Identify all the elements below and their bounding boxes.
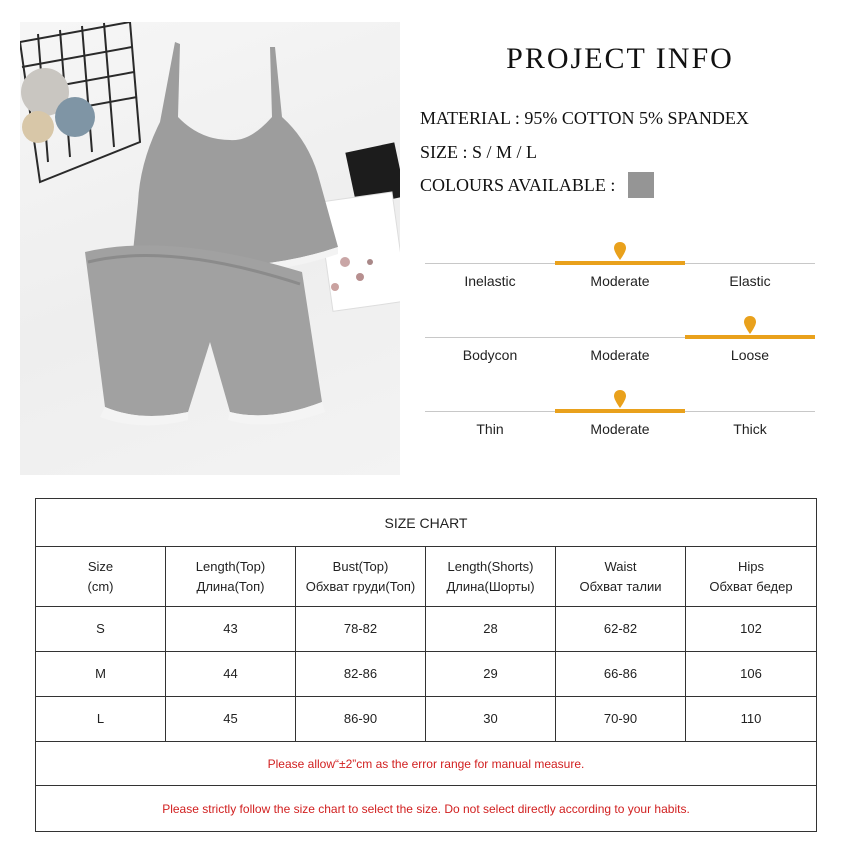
size-chart-table: [35, 498, 817, 832]
table-cell: 45: [166, 697, 296, 742]
marker-pin-icon: [613, 390, 627, 408]
scale-label-moderate: Moderate: [590, 347, 650, 363]
table-cell-size: S: [36, 607, 166, 652]
table-cell: 66-86: [556, 652, 686, 697]
material-line: MATERIAL : 95% COTTON 5% SPANDEX: [420, 108, 749, 128]
scale-highlight: [555, 261, 685, 265]
scale-label-loose: Loose: [730, 347, 770, 363]
size-line: SIZE : S / M / L: [420, 142, 538, 162]
scale-label-moderate: Moderate: [590, 273, 650, 289]
header-sublabel: Обхват груди(Топ): [305, 578, 416, 594]
table-cell: 70-90: [556, 697, 686, 742]
elasticity-scale: [425, 263, 815, 307]
header-cell-hips: [686, 547, 816, 607]
header-cell-length-shorts: [426, 547, 556, 607]
size-chart-title: SIZE CHART: [36, 499, 816, 547]
colour-swatch-grey: [628, 172, 654, 198]
size-selection-note: Please strictly follow the size chart to select the size. Do not select directly according to your habits.: [162, 801, 690, 816]
header-cell-waist: [556, 547, 686, 607]
header-sublabel: (cm): [87, 578, 114, 594]
header-sublabel: Обхват талии: [579, 578, 662, 594]
table-cell: 28: [426, 607, 556, 652]
colours-line: [420, 174, 654, 200]
fit-scale: [425, 337, 815, 381]
header-label: Length(Shorts): [447, 558, 534, 574]
scale-highlight: [685, 335, 815, 339]
table-cell: 106: [686, 652, 816, 697]
header-sublabel: Длина(Топ): [196, 578, 265, 594]
scale-highlight: [555, 409, 685, 413]
marker-pin-icon: [613, 242, 627, 260]
error-range-note: Please allow“±2”cm as the error range for manual measure.: [36, 742, 816, 786]
table-cell: 110: [686, 697, 816, 742]
table-cell: 62-82: [556, 607, 686, 652]
table-cell: 43: [166, 607, 296, 652]
table-cell: 78-82: [296, 607, 426, 652]
table-cell: 82-86: [296, 652, 426, 697]
scale-label-thick: Thick: [733, 421, 767, 437]
scale-label-bodycon: Bodycon: [462, 347, 518, 363]
table-cell: 30: [426, 697, 556, 742]
header-label: Hips: [737, 558, 764, 574]
header-cell-bust-top: [296, 547, 426, 607]
header-sublabel: Длина(Шорты): [446, 578, 535, 594]
scale-label-inelastic: Inelastic: [464, 273, 516, 289]
scale-label-elastic: Elastic: [729, 273, 771, 289]
scale-label-thin: Thin: [476, 421, 504, 437]
table-cell: 86-90: [296, 697, 426, 742]
marker-pin-icon: [743, 316, 757, 334]
header-label: Bust(Top): [332, 558, 389, 574]
header-label: Waist: [604, 558, 637, 574]
table-cell: 44: [166, 652, 296, 697]
header-label: Size: [87, 558, 114, 574]
colours-label: COLOURS AVAILABLE :: [420, 175, 616, 196]
table-cell-size: M: [36, 652, 166, 697]
thickness-scale: [425, 411, 815, 455]
table-cell-size: L: [36, 697, 166, 742]
product-photo: [20, 22, 400, 475]
table-cell: 102: [686, 607, 816, 652]
header-label: Length(Top): [195, 558, 266, 574]
project-info-title: PROJECT INFO: [506, 42, 734, 75]
header-sublabel: Обхват бедер: [709, 578, 793, 594]
header-cell-size: [36, 547, 166, 607]
table-cell: 29: [426, 652, 556, 697]
scale-label-moderate: Moderate: [590, 421, 650, 437]
header-cell-length-top: [166, 547, 296, 607]
